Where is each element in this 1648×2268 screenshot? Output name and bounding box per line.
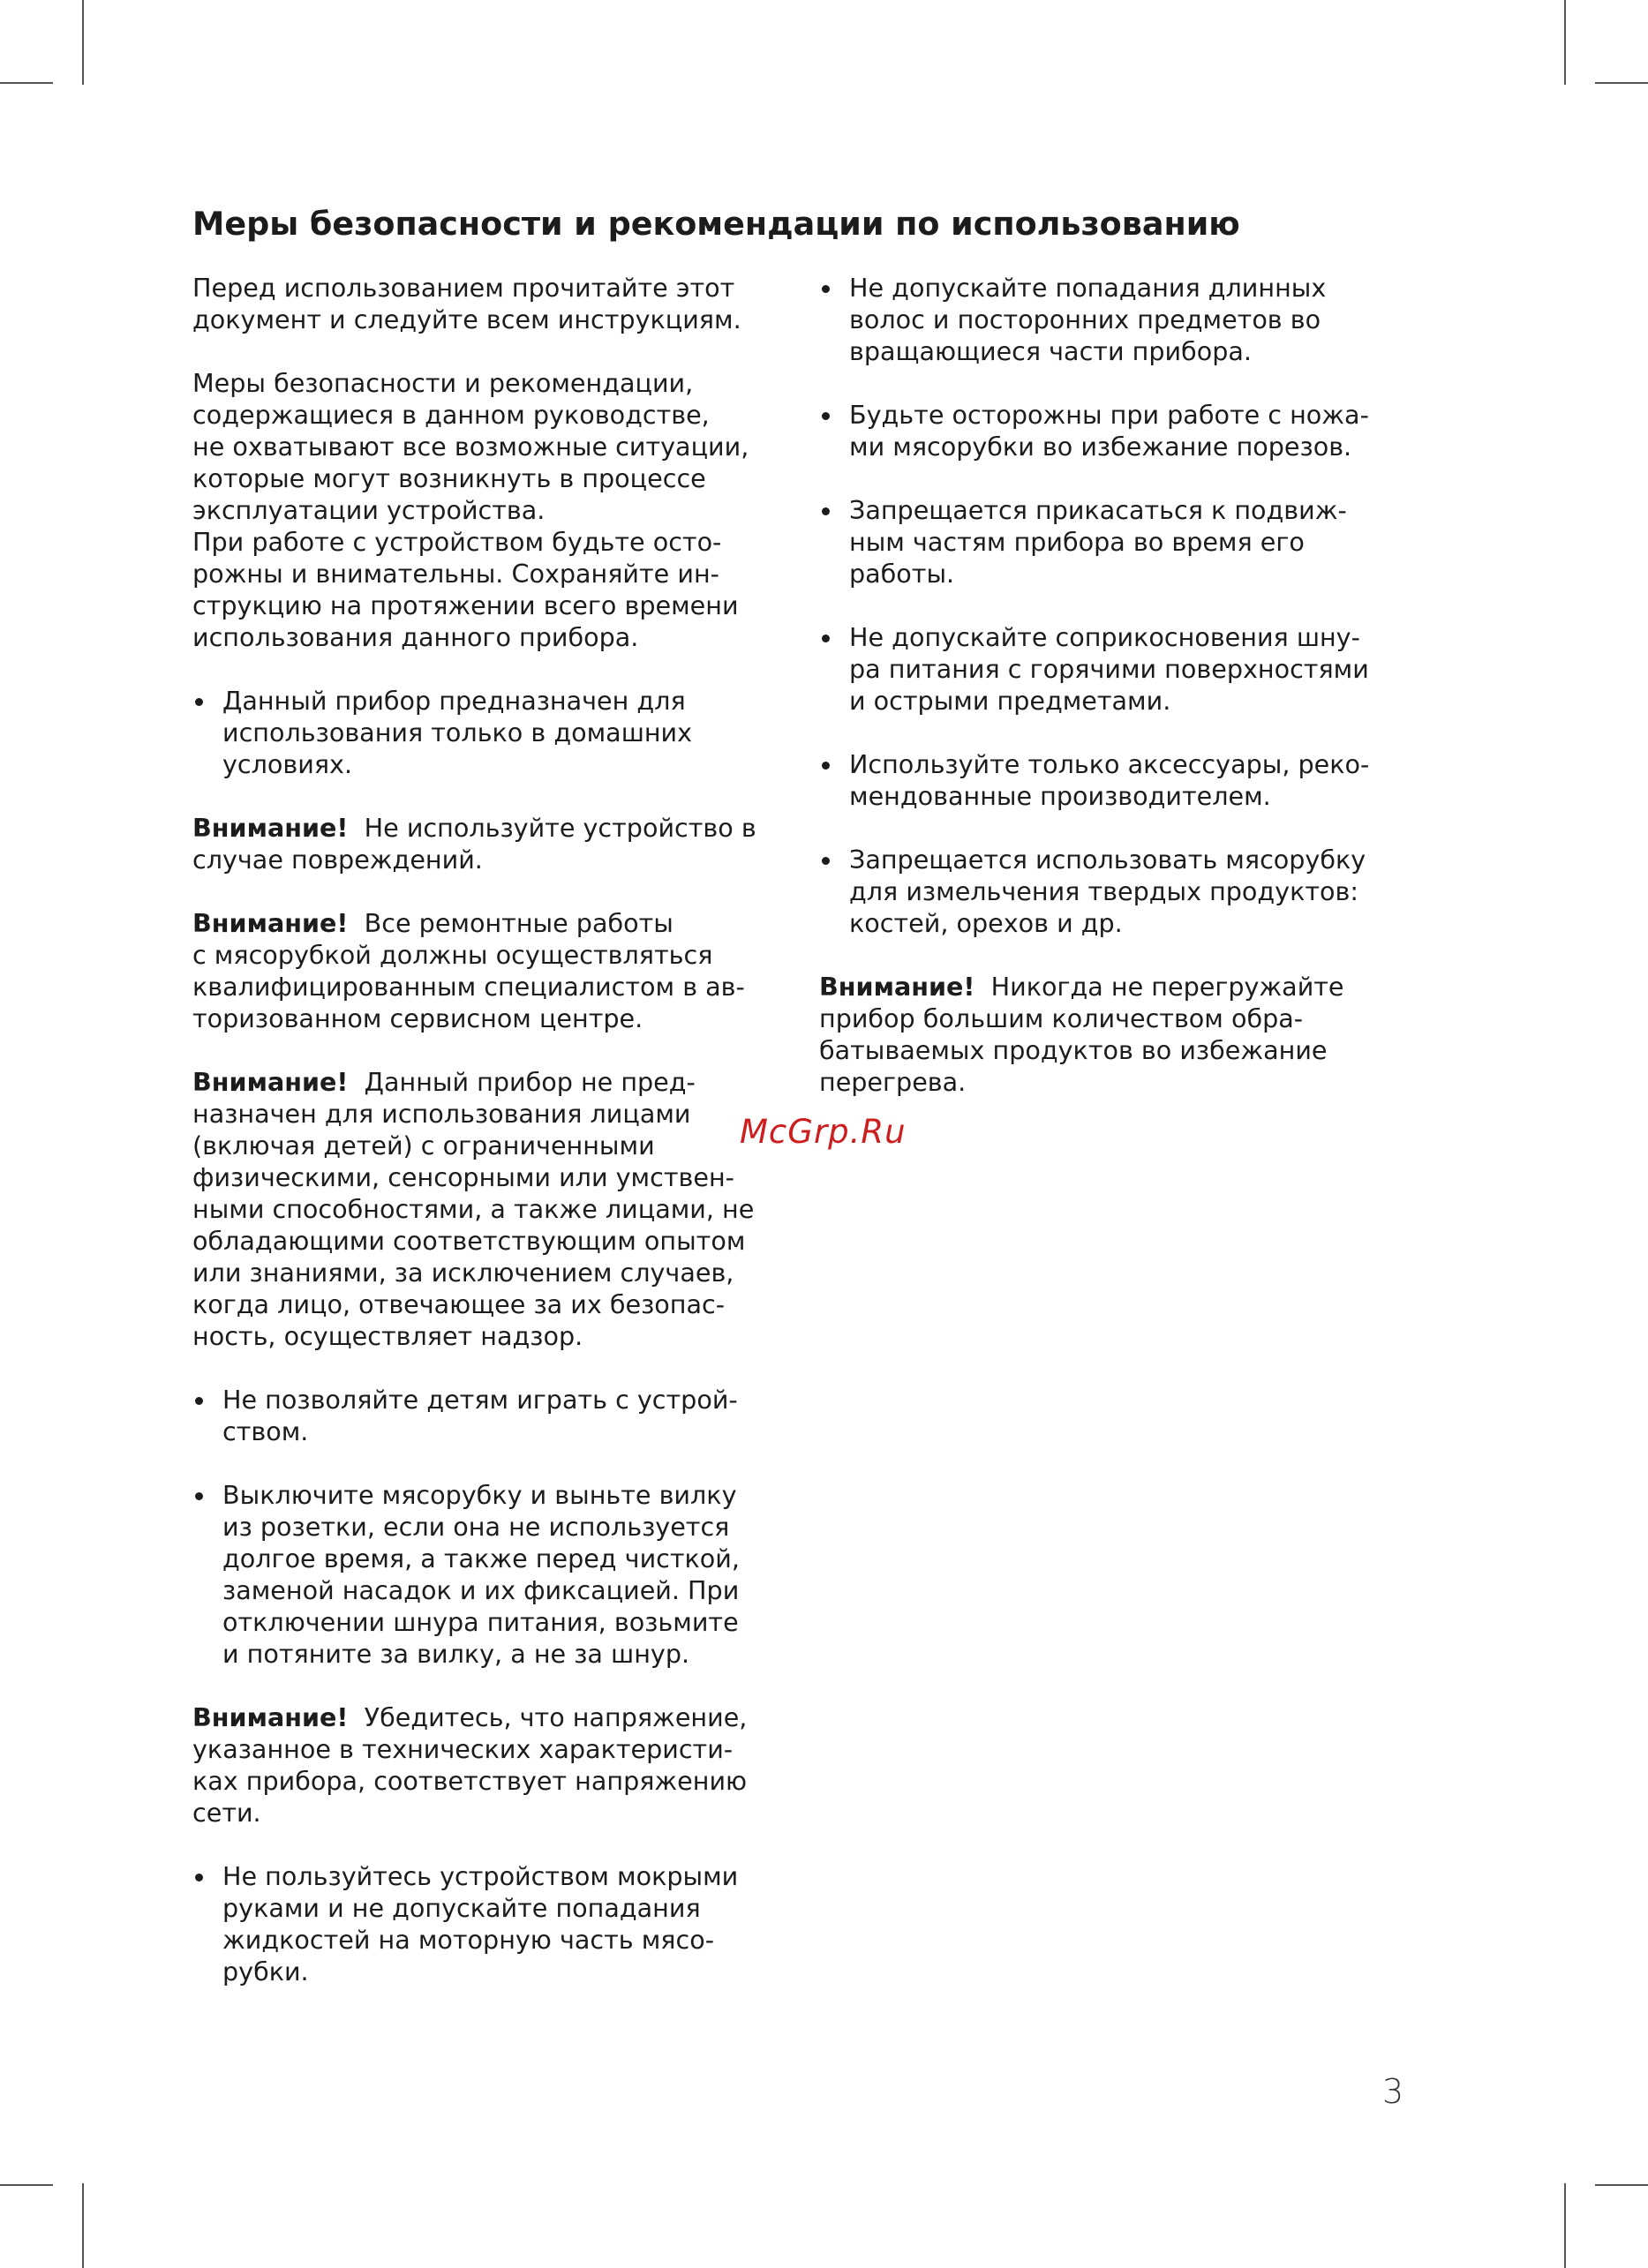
intro-paragraph (192, 272, 810, 335)
warning-text: Данный прибор не пред- (348, 1067, 696, 1097)
text-line: ными способностями, а также лицами, не (192, 1194, 755, 1224)
text-line: батываемых продуктов во избежание (819, 1035, 1328, 1065)
warning-text: Все ремонтные работы (348, 908, 673, 938)
bullet-home-use (192, 685, 810, 780)
text-line: эксплуатации устройства. (192, 495, 546, 525)
text-line: торизованном сервисном центре. (192, 1003, 643, 1033)
bullet-dot (822, 285, 830, 293)
text-line: Не допускайте соприкосновения шну- (849, 622, 1360, 652)
crop-mark-top-left-horizontal (0, 82, 53, 84)
warning-first-line (192, 812, 810, 844)
text-line: для измельчения твердых продуктов: (849, 876, 1359, 906)
text-line: использования данного прибора. (192, 622, 639, 652)
text-line: из розетки, если она не используется (222, 1512, 730, 1542)
text-line: ми мясорубки во избежание порезов. (849, 432, 1352, 462)
text-line: Не позволяйте детям играть с устрой- (222, 1385, 738, 1415)
bullet-children (192, 1384, 810, 1447)
text-line: Используйте только аксессуары, реко- (849, 749, 1370, 779)
warning-text: Не используйте устройство в (348, 813, 756, 843)
text-line: обладающими соответствующим опытом (192, 1226, 746, 1256)
text-line: сети. (192, 1798, 261, 1828)
bullet-text (849, 748, 1455, 812)
warning-persons (192, 1066, 810, 1352)
text-line: При работе с устройством будьте осто- (192, 527, 722, 557)
bullet-text (849, 399, 1455, 462)
bullet-dot (195, 698, 203, 706)
text-line: (включая детей) с ограниченными (192, 1130, 655, 1160)
crop-mark-bottom-right-horizontal (1595, 2184, 1648, 2186)
bullet-dot (195, 1397, 203, 1405)
watermark: McGrp.Ru (740, 1113, 907, 1151)
text-line: вращающиеся части прибора. (849, 336, 1252, 366)
bullet-dot (822, 507, 830, 515)
warning-label: Внимание! (192, 908, 349, 938)
text-line: мендованные производителем. (849, 781, 1271, 811)
bullet-hard-foods (819, 844, 1455, 939)
bullet-text (222, 1479, 810, 1670)
text-line: Меры безопасности и рекомендации, (192, 368, 694, 398)
bullet-text (849, 621, 1455, 717)
warning-label: Внимание! (192, 813, 349, 843)
text-line: ра питания с горячими поверхностями (849, 654, 1369, 684)
crop-mark-bottom-right-vertical (1564, 2183, 1566, 2268)
bullet-text (849, 844, 1455, 939)
text-line: с мясорубкой должны осуществляться (192, 940, 713, 970)
warning-text: Убедитесь, что напряжение, (348, 1702, 748, 1732)
text-line: Запрещается использовать мясорубку (849, 845, 1366, 875)
warning-first-line (192, 1066, 810, 1098)
bullet-moving-parts (819, 494, 1455, 590)
text-line: Не пользуйтесь устройством мокрыми (222, 1861, 739, 1891)
bullet-dot (822, 857, 830, 865)
text-line: использования только в домашних (222, 717, 693, 747)
scope-paragraph (192, 367, 810, 653)
warning-first-line (192, 1701, 810, 1733)
warning-voltage (192, 1701, 810, 1829)
crop-mark-top-left-vertical (82, 0, 84, 85)
bullet-wet-hands (192, 1860, 810, 1987)
text-line: работы. (849, 559, 955, 589)
bullet-knives (819, 399, 1455, 462)
warning-repair (192, 907, 810, 1034)
bullet-text (222, 1860, 810, 1987)
text-line: и потяните за вилку, а не за шнур. (222, 1639, 690, 1669)
text-line: которые могут возникнуть в процессе (192, 463, 706, 493)
text-line: костей, орехов и др. (849, 908, 1123, 938)
bullet-dot (822, 412, 830, 420)
bullet-hair (819, 272, 1455, 367)
text-line: ность, осуществляет надзор. (192, 1321, 583, 1351)
crop-mark-bottom-left-horizontal (0, 2184, 53, 2186)
text-line: содержащиеся в данном руководстве, (192, 400, 710, 430)
text-line: ках прибора, соответствует напряжению (192, 1766, 748, 1796)
bullet-text (222, 685, 810, 780)
left-column (192, 272, 810, 2019)
text-line: волос и посторонних предметов во (849, 304, 1321, 334)
text-line: случае повреждений. (192, 845, 483, 875)
bullet-unplug (192, 1479, 810, 1670)
bullet-dot (195, 1874, 203, 1881)
text-line: Выключите мясорубку и выньте вилку (222, 1480, 737, 1510)
text-line: условиях. (222, 749, 353, 779)
text-line: Перед использованием прочитайте этот (192, 273, 735, 303)
text-line: заменой насадок и их фиксацией. При (222, 1575, 740, 1605)
crop-mark-bottom-left-vertical (82, 2183, 84, 2268)
text-line: физическими, сенсорными или умствен- (192, 1162, 734, 1192)
text-line: назначен для использования лицами (192, 1099, 691, 1129)
text-line: прибор большим количеством обра- (819, 1003, 1304, 1033)
bullet-dot (822, 635, 830, 642)
text-line: долгое время, а также перед чисткой, (222, 1543, 740, 1573)
text-line: документ и следуйте всем инструкциям. (192, 304, 741, 334)
right-column (819, 272, 1455, 1130)
text-line: указанное в технических характеристи- (192, 1734, 734, 1764)
bullet-dot (822, 762, 830, 770)
text-line: руками и не допускайте попадания (222, 1893, 701, 1923)
bullet-dot (195, 1492, 203, 1500)
text-line: жидкостей на моторную часть мясо- (222, 1925, 715, 1955)
text-line: или знаниями, за исключением случаев, (192, 1258, 734, 1288)
text-line: рубки. (222, 1956, 309, 1986)
text-line: Не допускайте попадания длинных (849, 273, 1327, 303)
warning-overload (819, 971, 1455, 1098)
warning-damage (192, 812, 810, 875)
text-line: ством. (222, 1416, 309, 1446)
text-line: отключении шнура питания, возьмите (222, 1607, 739, 1637)
warning-text: Никогда не перегружайте (975, 972, 1344, 1002)
page-number: 3 (1382, 2072, 1404, 2111)
text-line: и острыми предметами. (849, 686, 1171, 716)
crop-mark-top-right-vertical (1564, 0, 1566, 85)
text-line: Запрещается прикасаться к подвиж- (849, 495, 1347, 525)
text-line: квалифицированным специалистом в ав- (192, 972, 745, 1002)
text-line: рожны и внимательны. Сохраняйте ин- (192, 559, 719, 589)
text-line: ным частям прибора во время его (849, 527, 1305, 557)
text-line: струкцию на протяжении всего времени (192, 590, 739, 620)
text-line: Данный прибор предназначен для (222, 686, 686, 716)
bullet-text (849, 494, 1455, 590)
text-line: перегрева. (819, 1067, 967, 1097)
bullet-accessories (819, 748, 1455, 812)
text-line: не охватывают все возможные ситуации, (192, 432, 749, 462)
warning-label: Внимание! (192, 1702, 349, 1732)
warning-first-line (819, 971, 1455, 1003)
crop-mark-top-right-horizontal (1595, 82, 1648, 84)
text-line: когда лицо, отвечающее за их безопас- (192, 1289, 726, 1319)
page-title: Меры безопасности и рекомендации по использованию (192, 205, 1240, 243)
warning-first-line (192, 907, 810, 939)
bullet-text (849, 272, 1455, 367)
bullet-power-cord (819, 621, 1455, 717)
warning-label: Внимание! (192, 1067, 349, 1097)
text-line: Будьте осторожны при работе с ножа- (849, 400, 1369, 430)
bullet-text (222, 1384, 810, 1447)
warning-label: Внимание! (819, 972, 975, 1002)
